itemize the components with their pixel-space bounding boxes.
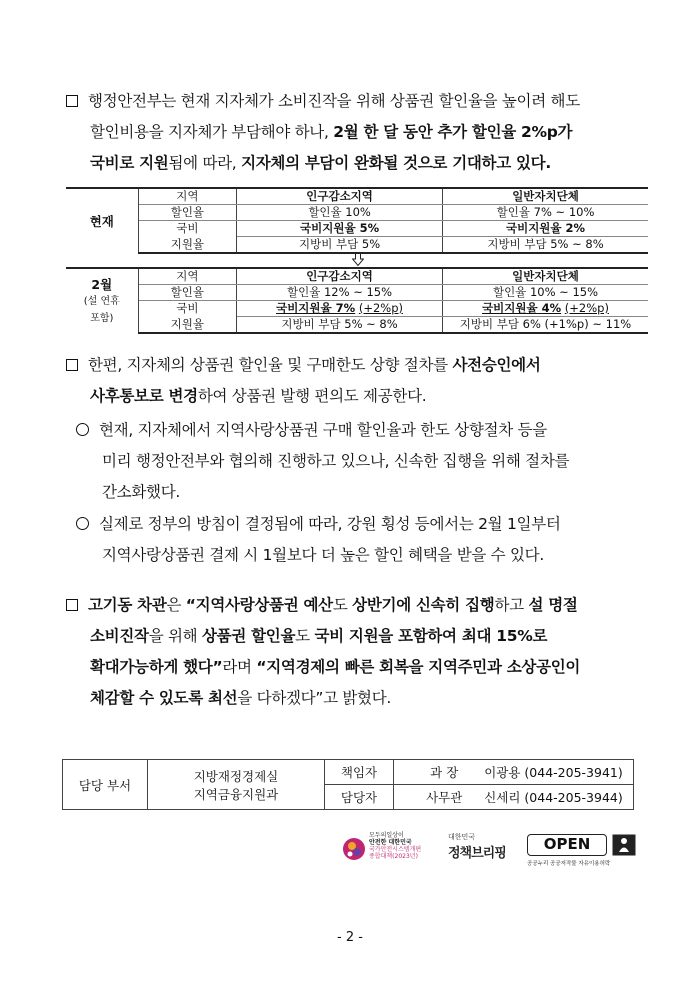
page-number: - 2 - [337,930,363,945]
cell-national-pop: 국비지원율 5% [237,221,443,237]
safety-logo-emblem-icon [342,834,366,864]
cell-local-pop: 지방비 부담 5% ~ 8% [237,317,443,334]
staff-info: 사무관 신세리 (044-205-3944) [394,785,634,810]
support-label-2: 지원율 [138,237,236,254]
dept-label: 담당 부서 [63,760,148,810]
paragraph-2-line-1: 한편, 지자체의 상품권 할인율 및 구매한도 상향 절차를 사전승인에서 [66,350,636,381]
bullet-1-line-2: 미리 행정안전부와 협의해 진행하고 있으나, 신속한 집행을 위해 절차를 [102,452,570,470]
header-region-label: 지역 [138,188,236,205]
cell-local-general: 지방비 부담 6% (+1%p) ~ 11% [443,317,648,334]
paragraph-1-line-2: 할인비용을 지자체가 부담해야 하나, 2월 한 달 동안 추가 할인율 2%p가 [90,123,573,141]
cell-rate-general: 할인율 7% ~ 10% [443,205,648,221]
paragraph-3-line-4: 체감할 수 있도록 최선을 다하겠다”고 밝혔다. [90,689,392,707]
col-population-decline: 인구감소지역 [237,268,443,285]
cell-local-pop: 지방비 부담 5% [237,237,443,254]
paragraph-3-line-1: 고기동 차관은 “지역사랑상품권 예산도 상반기에 신속히 집행하고 설 명절 [66,590,636,621]
row-label-current: 현재 [66,188,138,253]
square-bullet-icon [66,359,78,371]
header-region-label: 지역 [138,268,236,285]
safety-logo: 모두의일상이 안전한 대한민국 국가안전시스템개편 종합대책(2023년) [342,832,434,868]
down-arrow-icon [352,253,364,266]
cell-national-general: 국비지원율 2% [443,221,648,237]
bullet-1 [76,415,636,508]
paragraph-2-line-2: 사후통보로 변경하여 상품권 발행 편의도 제공한다. [90,387,427,405]
square-bullet-icon [66,95,78,107]
current-rate-table [66,187,648,254]
square-bullet-icon [66,599,78,611]
cell-rate-pop: 할인율 10% [237,205,443,221]
paragraph-3-line-2: 소비진작을 위해 상품권 할인율도 국비 지원을 포함하여 최대 15%로 [90,627,548,645]
cell-rate-pop: 할인율 12% ~ 15% [237,285,443,301]
manager-info: 과 장 이광용 (044-205-3941) [394,760,634,785]
cell-national-pop: 국비지원율 7% (+2%p) [237,301,443,317]
cell-rate-general: 할인율 10% ~ 15% [443,285,648,301]
paragraph-2 [66,350,636,412]
contact-table [62,759,634,810]
bullet-2-line-2: 지역사랑상품권 결제 시 1월보다 더 높은 할인 혜택을 받을 수 있다. [102,546,544,564]
paragraph-3-line-3: 확대가능하게 했다”라며 “지역경제의 빠른 회복을 지역주민과 소상공인이 [90,658,581,676]
circle-bullet-icon [76,517,89,530]
paragraph-1 [66,86,636,179]
bullet-1-line-3: 간소화했다. [102,483,180,501]
row-label-feb: 2월 (설 연휴 포함) [66,268,138,333]
rate-label: 할인율 [138,205,236,221]
bullet-2 [76,509,636,571]
open-license-logo: OPEN 공공누리 공공저작물 자유이용허락 [527,832,639,868]
col-population-decline: 인구감소지역 [237,188,443,205]
paragraph-1-line-1: 행정안전부는 현재 지자체가 소비진작을 위해 상품권 할인율을 높이려 해도 [66,86,636,117]
circle-bullet-icon [76,423,89,436]
attribution-icon [612,834,636,856]
role-manager: 책임자 [325,760,394,785]
col-general-local: 일반자치단체 [443,188,648,205]
support-label-2: 지원율 [138,317,236,334]
role-staff: 담당자 [325,785,394,810]
feb-rate-table [66,267,648,334]
support-label-1: 국비 [138,301,236,317]
dept-name: 지방재정경제실 지역금융지원과 [148,760,325,810]
cell-national-general: 국비지원율 4% (+2%p) [443,301,648,317]
cell-local-general: 지방비 부담 5% ~ 8% [443,237,648,254]
bullet-1-line-1: 현재, 지자체에서 지역사랑상품권 구매 할인율과 한도 상향절차 등을 [76,415,636,446]
paragraph-1-line-3: 국비로 지원됨에 따라, 지자체의 부담이 완화될 것으로 기대하고 있다. [90,154,551,172]
paragraph-3 [66,590,636,714]
bullet-2-line-1: 실제로 정부의 방침이 결정됨에 따라, 강원 횡성 등에서는 2월 1일부터 [76,509,636,540]
col-general-local: 일반자치단체 [443,268,648,285]
support-label-1: 국비 [138,221,236,237]
policy-briefing-logo: 대한민국 정책브리핑 [448,833,506,861]
rate-label: 할인율 [138,285,236,301]
